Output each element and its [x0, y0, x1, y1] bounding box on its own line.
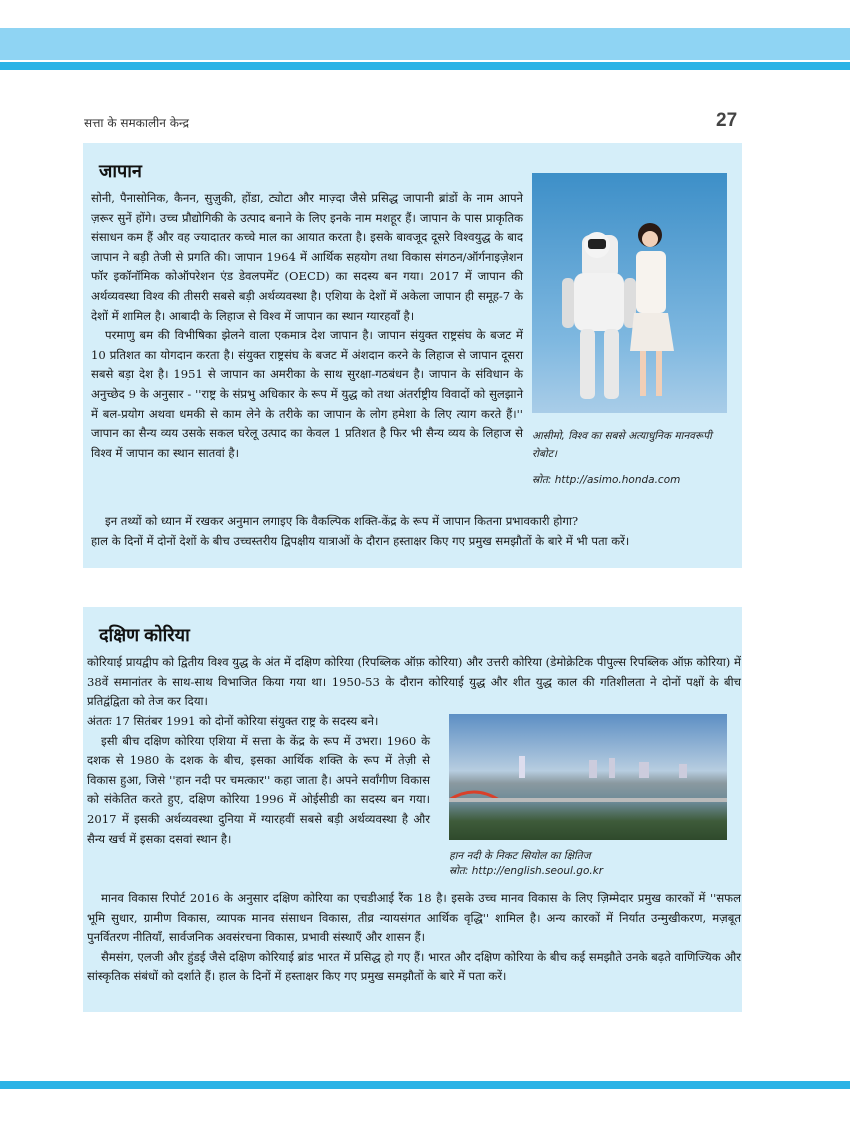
- asimo-robot-photo: [532, 173, 727, 413]
- japan-photo-caption: आसीमो, विश्व का सबसे अत्याधुनिक मानवरूपी रोबोट।: [532, 430, 712, 460]
- korea-paragraph: अंततः 17 सितंबर 1991 को दोनों कोरिया संयुक्त राष्ट्र के सदस्य बने।: [87, 714, 379, 728]
- japan-title: जापान: [99, 161, 142, 181]
- seoul-skyline-photo: [449, 714, 727, 840]
- japan-question: हाल के दिनों में दोनों देशों के बीच उच्चस्तरीय द्विपक्षीय यात्राओं के दौरान हस्ताक्षर किए गए प्रमुख समझौतों के बारे में भी पता करें।: [91, 533, 630, 548]
- skyline-illustration: [449, 714, 727, 840]
- japan-box: [83, 143, 742, 568]
- korea-paragraph: इसी बीच दक्षिण कोरिया एशिया में सत्ता के केंद्र के रूप में उभरा। 1960 के दशक से 1980 के दशक के बीच, इसका आर्थिक शक्ति के रूप में तेज़ी से विकास हुआ, जिसे ''हान नदी पर चमत्कार'' कहा जाता है। अपने सर्वांगीण विकास को संकेतित करते हुए, दक्षिण कोरिया 1996 में ओईसीडी का सदस्य बन गया। 2017 में इसकी अर्थव्यवस्था दुनिया में ग्यारहवीं सबसे बड़ी अर्थव्यवस्था है और सैन्य खर्च में इसका दसवां स्थान है।: [87, 733, 430, 846]
- korea-intro: कोरियाई प्रायद्वीप को द्वितीय विश्व युद्ध के अंत में दक्षिण कोरिया (रिपब्लिक ऑफ़ कोरिया) और उत्तरी कोरिया (डेमोक्रेटिक पीपुल्स रिपब्लिक ऑफ़ कोरिया) में 38वें समानांतर के साथ-साथ विभाजित किया गया था। 1950-53 के दौरान कोरियाई युद्ध और शीत युद्ध काल की गतिशीलता ने दोनों पक्षों के बीच प्रतिद्वंद्विता को तेज कर दिया।: [87, 655, 741, 709]
- south-korea-box: [83, 607, 742, 1012]
- japan-paragraph: सोनी, पैनासोनिक, कैनन, सुज़ुकी, होंडा, ट्योटा और माज़्दा जैसे प्रसिद्ध जापानी ब्रांडों के नाम आपने ज़रूर सुनें होंगे। उच्च प्रौद्योगिकी के उत्पाद बनाने के लिए इनके नाम मशहूर हैं। जापान के पास प्राकृतिक संसाधन कम हैं और वह ज्यादातर कच्चे माल का आयात करता है। इसके बावजूद दूसरे विश्वयुद्ध के बाद जापान ने बड़ी तेजी से प्रगति की। जापान 1964 में आर्थिक सहयोग तथा विकास संगठन/ऑर्गनाइज़ेशन फॉर इकॉनॉमिक कोऑपरेशन एंड डेवलपमेंट (OECD) का सदस्य बन गया। 2017 में जापान की अर्थव्यवस्था विश्व की तीसरी सबसे बड़ी अर्थव्यवस्था है। एशिया के देशों में अकेला जापान ही समूह-7 के देशों में शामिल है। आबादी के लिहाज से विश्व में जापान का स्थान ग्यारहवाँ है।: [91, 191, 523, 323]
- japan-body: [91, 189, 523, 463]
- japan-photo-source: स्रोत: http://asimo.honda.com: [532, 474, 681, 486]
- korea-paragraph: सैमसंग, एलजी और हुंडई जैसे दक्षिण कोरियाई ब्रांड भारत में प्रसिद्ध हो गए हैं। भारत और दक्षिण कोरिया के बीच कई समझौते उनके बढ़ते वाणिज्यिक और सांस्कृतिक संबंधों को दर्शाते हैं। हाल के दिनों में हस्ताक्षर किए गए प्रमुख समझौतों के बारे में पता करें।: [87, 949, 741, 984]
- korea-photo-caption: हान नदी के निकट सियोल का क्षितिज: [449, 850, 591, 862]
- running-title: सत्ता के समकालीन केन्द्र: [84, 116, 189, 130]
- korea-side-text: [87, 712, 430, 849]
- korea-body: [87, 889, 741, 987]
- page-number: 27: [716, 110, 738, 131]
- japan-questions: [91, 512, 741, 551]
- japan-paragraph: परमाणु बम की विभीषिका झेलने वाला एकमात्र देश जापान है। जापान संयुक्त राष्ट्रसंघ के बजट में 10 प्रतिशत का योगदान करता है। संयुक्त राष्ट्रसंघ के बजट में अंशदान करने के लिहाज से जापान दूसरा सबसे बड़ा देश है। 1951 से जापान का अमरीका के साथ सुरक्षा-गठबंधन है। जापान के संविधान के अनुच्छेद 9 के अनुसार - ''राष्ट्र के संप्रभु अधिकार के रूप में युद्ध को तथा अंतर्राष्ट्रीय विवादों को सुलझाने में बल-प्रयोग अथवा धमकी से काम लेने के तरीके का जापान के लोग हमेशा के लिए त्याग करते हैं।'' जापान का सैन्य व्यय उसके सकल घरेलू उत्पाद का केवल 1 प्रतिशत है फिर भी सैन्य व्यय के लिहाज से विश्व में जापान का स्थान सातवां है।: [91, 328, 523, 460]
- robot-and-woman-illustration: [532, 173, 727, 413]
- header-band: [0, 28, 850, 60]
- japan-question: इन तथ्यों को ध्यान में रखकर अनुमान लगाइए कि वैकल्पिक शक्ति-केंद्र के रूप में जापान कितना प्रभावकारी होगा?: [105, 514, 579, 528]
- korea-photo-source: स्रोत: http://english.seoul.go.kr: [449, 865, 604, 877]
- korea-paragraph: मानव विकास रिपोर्ट 2016 के अनुसार दक्षिण कोरिया का एचडीआई रैंक 18 है। इसके उच्च मानव विकास के लिए ज़िम्मेदार प्रमुख कारकों में ''सफल भूमि सुधार, ग्रामीण विकास, व्यापक मानव संसाधन विकास, तीव्र न्यायसंगत आर्थिक वृद्धि'' शामिल है। अन्य कारकों में निर्यात उन्मुखीकरण, मज़बूत पुनर्वितरण नीतियाँ, सार्वजनिक अवसंरचना विकास, प्रभावी संस्थाएँ और शासन हैं।: [87, 891, 741, 945]
- footer-rule: [0, 1081, 850, 1089]
- south-korea-title: दक्षिण कोरिया: [99, 625, 190, 645]
- header-rule: [0, 62, 850, 70]
